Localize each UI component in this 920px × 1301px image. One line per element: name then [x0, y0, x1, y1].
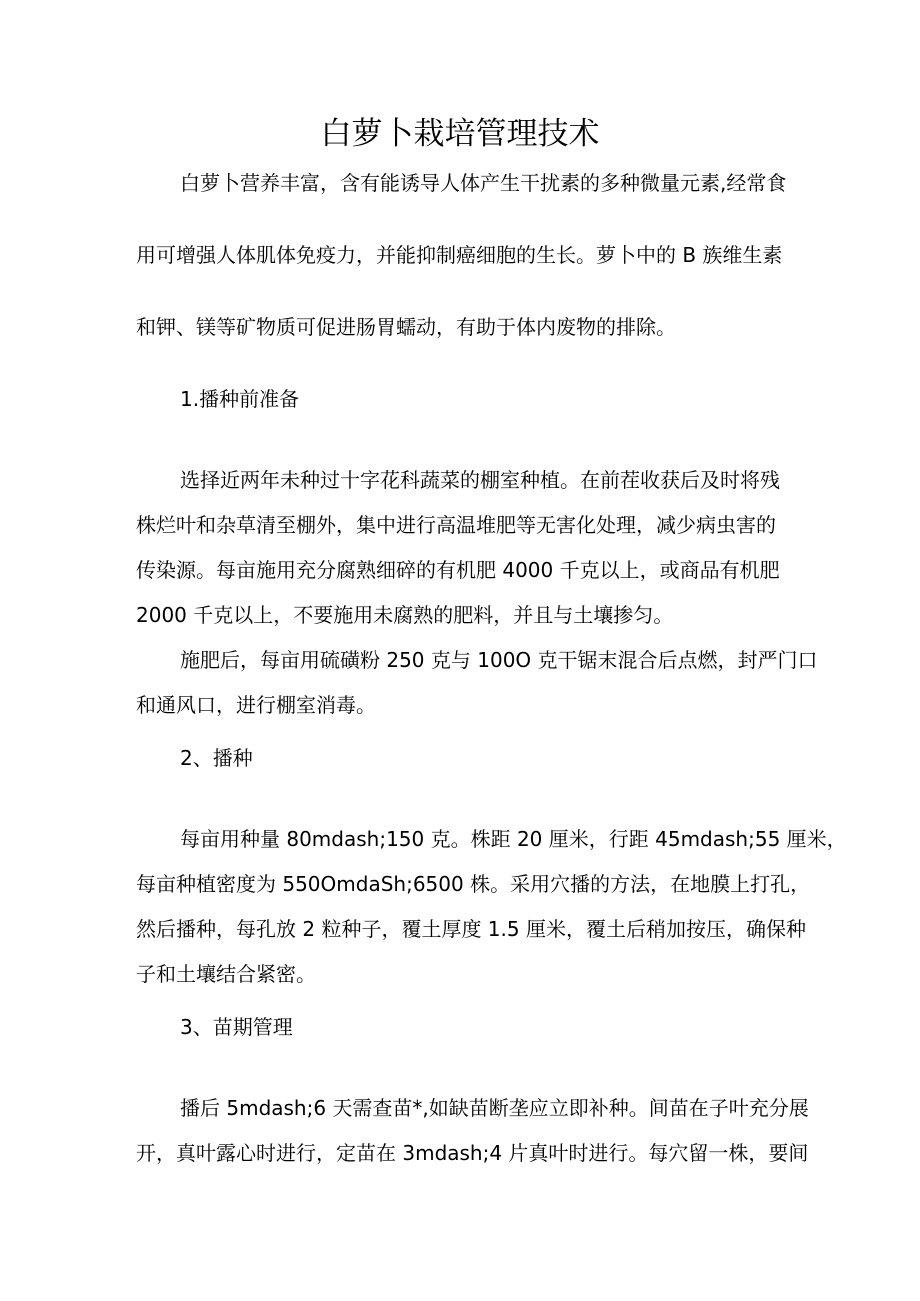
section3-heading: 3、苗期管理: [180, 1015, 293, 1039]
section1-para2-line-2: 和通风口，进行棚室消毒。: [136, 693, 376, 717]
section1-heading: 1.播种前准备: [180, 387, 300, 411]
document-title: 白萝卜栽培管理技术: [320, 116, 600, 152]
section2-para1-line-2: 每亩种植密度为 550OmdaSh;6500 株。采用穴播的方法，在地膜上打孔，: [136, 872, 811, 896]
section3-para1-line-1: 播后 5mdash;6 天需查苗*,如缺苗断垄应立即补种。间苗在子叶充分展: [180, 1096, 809, 1120]
section3-para1-line-2: 开，真叶露心时进行，定苗在 3mdash;4 片真叶时进行。每穴留一株，要间: [136, 1141, 809, 1165]
intro-line-3: 和钾、镁等矿物质可促进肠胃蠕动，有助于体内废物的排除。: [136, 315, 676, 339]
section1-para2-line-1: 施肥后，每亩用硫磺粉 250 克与 100O 克干锯末混合后点燃，封严门口: [180, 648, 818, 672]
section1-para1-line-2: 株烂叶和杂草清至棚外，集中进行高温堆肥等无害化处理，减少病虫害的: [136, 513, 776, 537]
section2-para1-line-4: 子和土壤结合紧密。: [136, 962, 316, 986]
intro-line-2: 用可增强人体肌体免疫力，并能抑制癌细胞的生长。萝卜中的 B 族维生素: [136, 243, 783, 267]
section1-para1-line-1: 选择近两年未种过十字花科蔬菜的棚室种植。在前茬收获后及时将残: [180, 468, 780, 492]
section1-para1-line-3: 传染源。每亩施用充分腐熟细碎的有机肥 4000 千克以上，或商品有机肥: [136, 558, 780, 582]
section2-para1-line-1: 每亩用种量 80mdash;150 克。株距 20 厘米，行距 45mdash;55 厘米，: [180, 827, 847, 851]
intro-line-1: 白萝卜营养丰富，含有能诱导人体产生干扰素的多种微量元素,经常食: [180, 171, 787, 195]
section2-heading: 2、播种: [180, 746, 253, 770]
section2-para1-line-3: 然后播种，每孔放 2 粒种子，覆土厚度 1.5 厘米，覆土后稍加按压，确保种: [136, 917, 806, 941]
section1-para1-line-4: 2000 千克以上，不要施用未腐熟的肥料，并且与土壤掺匀。: [136, 603, 674, 627]
